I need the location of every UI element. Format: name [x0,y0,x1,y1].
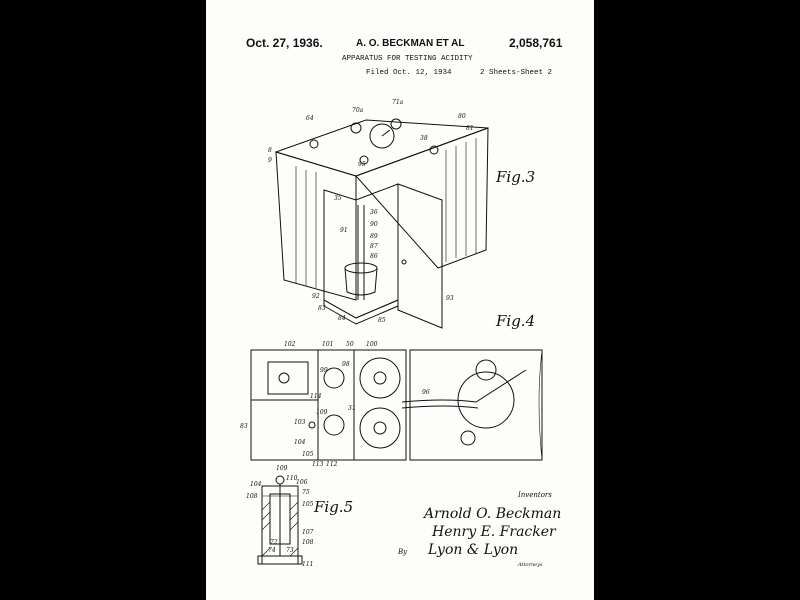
svg-text:112: 112 [326,461,338,468]
svg-text:75: 75 [302,489,310,496]
svg-text:83: 83 [240,423,248,430]
svg-text:98: 98 [342,361,350,368]
by-label: By [398,548,408,556]
svg-text:102: 102 [284,341,296,348]
svg-text:103: 103 [294,419,306,426]
inventor1-signature: Arnold O. Beckman [424,506,562,522]
svg-text:73: 73 [286,547,294,554]
sheet-count: 2 Sheets-Sheet 2 [480,69,553,77]
svg-text:108: 108 [246,493,258,500]
svg-text:84: 84 [338,315,346,322]
svg-text:85: 85 [378,317,386,324]
svg-text:108: 108 [302,539,314,546]
svg-text:72: 72 [270,539,278,546]
svg-text:104: 104 [250,481,262,488]
svg-text:70a: 70a [352,107,364,114]
patent-sheet [206,0,594,600]
svg-text:87: 87 [370,243,378,250]
svg-text:89: 89 [370,233,378,240]
svg-text:50: 50 [346,341,354,348]
svg-text:81: 81 [466,125,474,132]
inventors-label: Inventors [518,491,552,499]
svg-text:90: 90 [370,221,378,228]
svg-text:83: 83 [318,305,326,312]
attorneys-label: Attorneys [518,562,543,568]
svg-text:99: 99 [320,367,328,374]
svg-text:104: 104 [294,439,306,446]
svg-text:9: 9 [268,157,272,164]
svg-text:107: 107 [302,529,314,536]
svg-text:113: 113 [312,461,324,468]
svg-text:109: 109 [276,465,288,472]
svg-text:100: 100 [366,341,378,348]
svg-text:111: 111 [302,561,314,568]
svg-text:114: 114 [310,393,322,400]
svg-text:93: 93 [446,295,454,302]
attorney-signature: Lyon & Lyon [428,542,519,558]
svg-text:109: 109 [316,409,328,416]
svg-text:74: 74 [268,547,276,554]
fig3-label: Fig.3 [496,168,536,186]
filed-date: Filed Oct. 12, 1934 [366,69,452,77]
svg-text:92: 92 [312,293,320,300]
svg-text:86: 86 [370,253,378,260]
patent-number: 2,058,761 [509,36,563,50]
svg-text:105: 105 [302,501,314,508]
svg-text:64: 64 [306,115,314,122]
svg-text:35: 35 [334,195,342,202]
svg-text:71a: 71a [392,99,404,106]
svg-text:110: 110 [286,475,298,482]
svg-text:8: 8 [268,147,272,154]
svg-text:101: 101 [322,341,334,348]
fig4-label: Fig.4 [496,312,536,330]
svg-text:36: 36 [370,209,378,216]
patent-title: APPARATUS FOR TESTING ACIDITY [342,55,473,63]
svg-text:96: 96 [422,389,430,396]
svg-text:106: 106 [296,479,308,486]
patent-inventor: A. O. BECKMAN ET AL [356,38,465,49]
svg-text:95: 95 [358,161,366,168]
svg-text:38: 38 [420,135,428,142]
inventor2-signature: Henry E. Fracker [432,524,556,540]
fig5-label: Fig.5 [314,498,354,516]
svg-text:80: 80 [458,113,466,120]
svg-text:91: 91 [340,227,348,234]
svg-text:105: 105 [302,451,314,458]
svg-text:31: 31 [348,405,356,412]
patent-date: Oct. 27, 1936. [246,36,323,50]
